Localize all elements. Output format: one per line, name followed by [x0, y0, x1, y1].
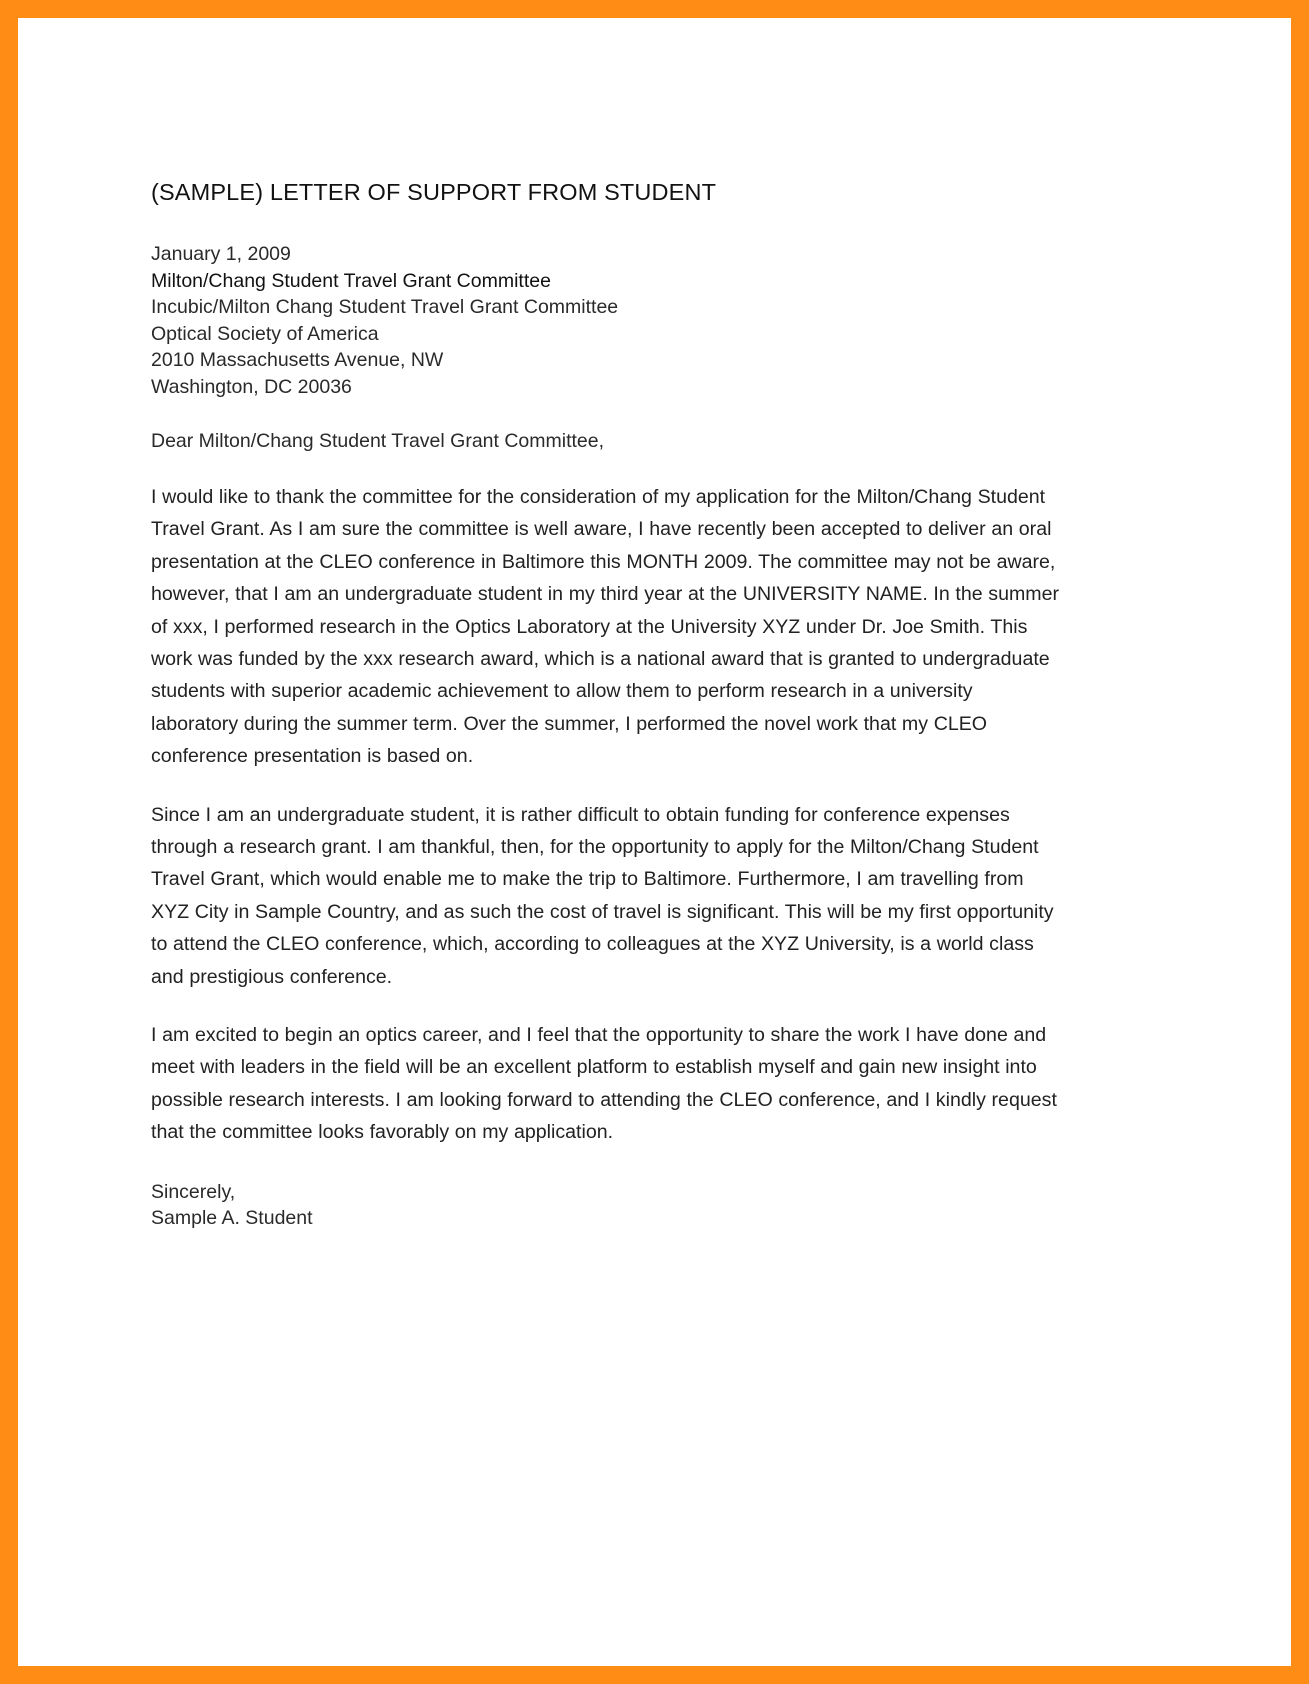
date-and-recipient-block — [151, 241, 1063, 400]
recipient-city-state-zip: Washington, DC 20036 — [151, 375, 352, 398]
closing-block — [151, 1179, 1063, 1232]
letter-paragraph-3: I am excited to begin an optics career, and I feel that the opportunity to share the work I have done and meet with leaders in the field will be an excellent platform to establish myself and gain new insight into possible research interests. I am looking forward to attending the CLEO conference, and I kindly request that the committee looks favorably on my application. — [151, 1023, 1057, 1144]
signature-name: Sample A. Student — [151, 1207, 313, 1230]
salutation-block — [151, 428, 1063, 455]
recipient-line-2: Incubic/Milton Chang Student Travel Grant Committee — [151, 296, 619, 319]
letter-paragraph-2: Since I am an undergraduate student, it is rather difficult to obtain funding for conference expenses through a research grant. I am thankful, then, for the opportunity to apply for the Milton/Chang Student Travel Grant, which would enable me to make the trip to Baltimore. Furthermore, I am travelling from XYZ City in Sample Country, and as such the cost of travel is significant. This will be my first opportunity to attend the CLEO conference, which, according to colleagues at the XYZ University, is a world class and prestigious conference. — [151, 803, 1054, 988]
salutation: Dear Milton/Chang Student Travel Grant Committee, — [151, 430, 605, 453]
letter-date: January 1, 2009 — [151, 243, 291, 266]
letter-page-sheet — [18, 18, 1291, 1666]
letter-title: (SAMPLE) LETTER OF SUPPORT FROM STUDENT — [151, 179, 717, 205]
recipient-line-1: Milton/Chang Student Travel Grant Committee — [151, 269, 551, 292]
recipient-line-3: Optical Society of America — [151, 322, 379, 345]
recipient-street-address: 2010 Massachusetts Avenue, NW — [151, 349, 444, 372]
valediction: Sincerely, — [151, 1180, 236, 1203]
letter-paragraph-1: I would like to thank the committee for the consideration of my application for the Milton/Chang Student Travel Grant. As I am sure the committee is well aware, I have recently been accepted to deliver an oral presentation at the CLEO conference in Baltimore this MONTH 2009. The committee may not be aware, however, that I am an undergraduate student in my third year at the UNIVERSITY NAME. In the summer of xxx, I performed research in the Optics Laboratory at the University XYZ under Dr. Joe Smith. This work was funded by the xxx research award, which is a national award that is granted to undergraduate students with superior academic achievement to allow them to perform research in a university laboratory during the summer term. Over the summer, I performed the novel work that my CLEO conference presentation is based on. — [151, 485, 1060, 768]
letter-body — [151, 178, 1063, 1232]
